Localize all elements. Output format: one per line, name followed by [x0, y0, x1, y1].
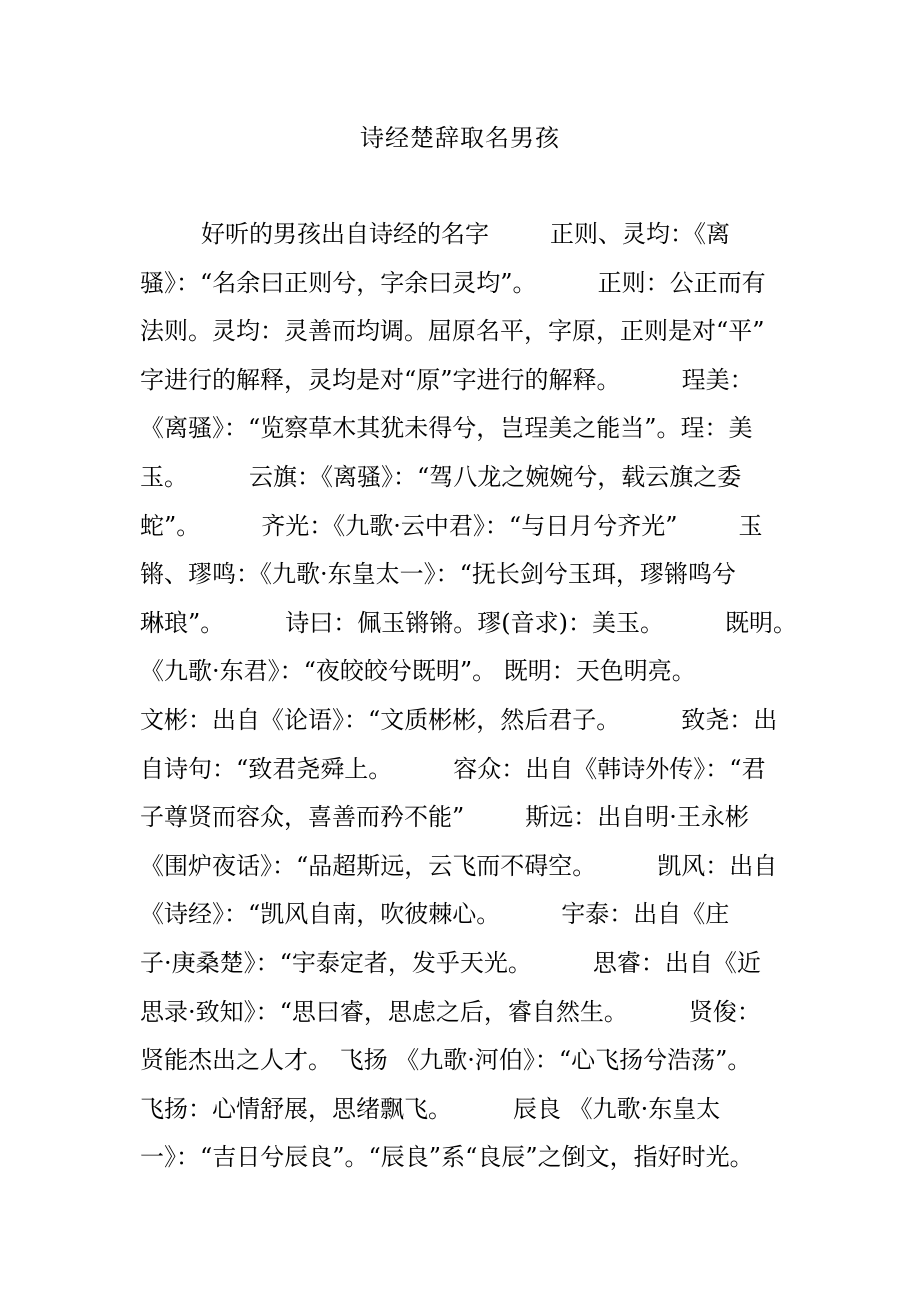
body-line: 《围炉夜话》：“品超斯远，云飞而不碍空。 凯风：出自	[140, 851, 778, 880]
document-body	[140, 210, 798, 1182]
body-line: 贤能杰出之人才。 飞扬 《九歌·河伯》：“心飞扬兮浩荡”。	[140, 1046, 752, 1075]
body-line: 子尊贤而容众，喜善而矜不能” 斯远：出自明·王永彬	[140, 803, 749, 832]
body-line: 思录·致知》：“思曰睿，思虑之后，睿自然生。 贤俊：	[140, 997, 761, 1026]
body-line: 《九歌·东君》：“夜皎皎兮既明”。 既明：天色明亮。	[140, 657, 696, 686]
body-line: 一》：“吉日兮辰良”。“辰良”系“良辰”之倒文，指好时光。	[140, 1143, 754, 1172]
document-title: 诗经楚辞取名男孩	[360, 124, 560, 152]
body-line: 字进行的解释，灵均是对“原”字进行的解释。 珵美：	[140, 365, 754, 394]
body-line: 骚》：“名余曰正则兮，字余曰灵均”。 正则：公正而有	[140, 268, 766, 297]
body-line: 锵、璆鸣：《九歌·东皇太一》：“抚长剑兮玉珥，璆锵鸣兮	[140, 560, 736, 589]
body-line: 飞扬：心情舒展，思绪飘飞。 辰良 《九歌·东皇太	[140, 1094, 721, 1123]
body-line: 文彬：出自《论语》：“文质彬彬，然后君子。 致尧：出	[140, 705, 778, 734]
body-line: 《诗经》：“凯风自南，吹彼棘心。 宇泰：出自《庄	[140, 900, 730, 929]
body-line: 玉。 云旗：《离骚》：“驾八龙之婉婉兮，载云旗之委	[140, 462, 742, 491]
body-line: 法则。灵均：灵善而均调。屈原名平，字原，正则是对“平”	[140, 317, 765, 346]
body-line: 琳琅”。 诗曰：佩玉锵锵。璆(音求)：美玉。 既明。	[140, 608, 798, 637]
body-line: 好听的男孩出自诗经的名字 正则、灵均：《离	[140, 220, 731, 248]
body-line: 自诗句：“致君尧舜上。 容众：出自《韩诗外传》：“君	[140, 754, 766, 783]
body-line: 《离骚》：“览察草木其犹未得兮，岂珵美之能当”。珵：美	[140, 414, 753, 443]
body-line: 蛇”。 齐光：《九歌·云中君》：“与日月兮齐光” 玉	[140, 511, 763, 540]
body-line: 子·庚桑楚》：“宇泰定者，发乎天光。 思睿：出自《近	[140, 948, 761, 977]
